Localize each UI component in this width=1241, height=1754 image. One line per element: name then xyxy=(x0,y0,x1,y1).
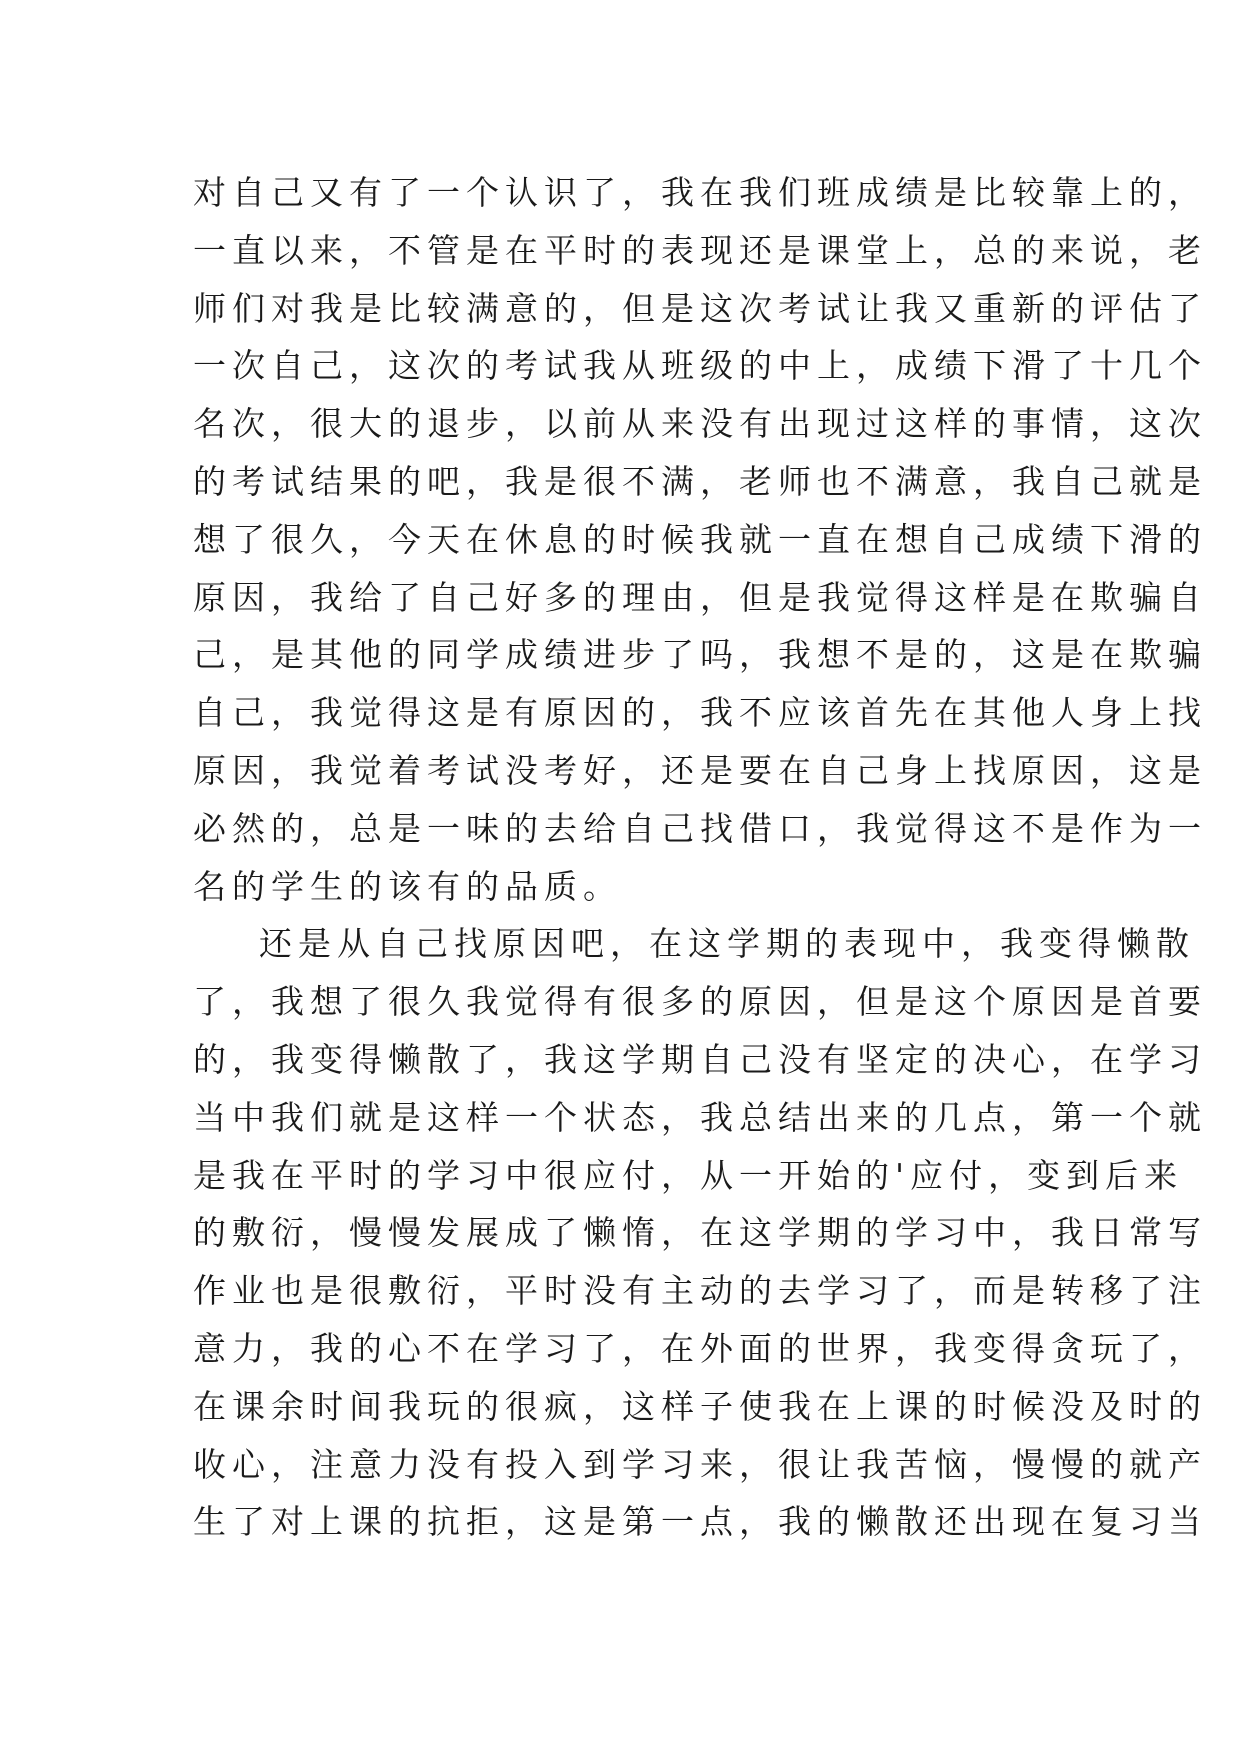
text-line: 意力，我的心不在学习了，在外面的世界，我变得贪玩了， xyxy=(193,1328,1207,1368)
text-line: 的敷衍，慢慢发展成了懒惰，在这学期的学习中，我日常写 xyxy=(193,1213,1207,1253)
text-line: 自己，我觉得这是有原因的，我不应该首先在其他人身上找 xyxy=(193,693,1207,733)
text-line: 还是从自己找原因吧，在这学期的表现中，我变得懒散 xyxy=(259,924,1195,964)
paragraph-1 xyxy=(193,164,1207,915)
text-line: 一直以来，不管是在平时的表现还是课堂上，总的来说，老 xyxy=(193,230,1207,270)
text-line: 名的学生的该有的品质。 xyxy=(193,866,622,906)
text-line: 收心，注意力没有投入到学习来，很让我苦恼，慢慢的就产 xyxy=(193,1444,1207,1484)
paragraph-2 xyxy=(193,915,1207,1551)
text-line: 作业也是很敷衍，平时没有主动的去学习了，而是转移了注 xyxy=(193,1271,1207,1311)
text-line: 名次，很大的退步，以前从来没有出现过这样的事情，这次 xyxy=(193,404,1207,444)
text-line: 原因，我给了自己好多的理由，但是我觉得这样是在欺骗自 xyxy=(193,577,1207,617)
text-line: 己，是其他的同学成绩进步了吗，我想不是的，这是在欺骗 xyxy=(193,635,1207,675)
text-line: 的考试结果的吧，我是很不满，老师也不满意，我自己就是 xyxy=(193,461,1207,501)
text-line: 了，我想了很久我觉得有很多的原因，但是这个原因是首要 xyxy=(193,982,1207,1022)
text-line: 一次自己，这次的考试我从班级的中上，成绩下滑了十几个 xyxy=(193,346,1207,386)
text-line: 必然的，总是一味的去给自己找借口，我觉得这不是作为一 xyxy=(193,808,1207,848)
text-line: 原因，我觉着考试没考好，还是要在自己身上找原因，这是 xyxy=(193,750,1207,790)
text-line: 想了很久，今天在休息的时候我就一直在想自己成绩下滑的 xyxy=(193,519,1207,559)
text-line: 是我在平时的学习中很应付，从一开始的'应付，变到后来 xyxy=(193,1155,1184,1195)
text-line: 在课余时间我玩的很疯，这样子使我在上课的时候没及时的 xyxy=(193,1386,1207,1426)
body-text xyxy=(193,164,1207,1551)
text-line: 当中我们就是这样一个状态，我总结出来的几点，第一个就 xyxy=(193,1097,1207,1137)
text-line: 对自己又有了一个认识了，我在我们班成绩是比较靠上的， xyxy=(193,173,1207,212)
text-line: 师们对我是比较满意的，但是这次考试让我又重新的评估了 xyxy=(193,288,1207,328)
text-line: 的，我变得懒散了，我这学期自己没有坚定的决心，在学习 xyxy=(193,1039,1207,1079)
text-line: 生了对上课的抗拒，这是第一点，我的懒散还出现在复习当 xyxy=(193,1502,1207,1542)
